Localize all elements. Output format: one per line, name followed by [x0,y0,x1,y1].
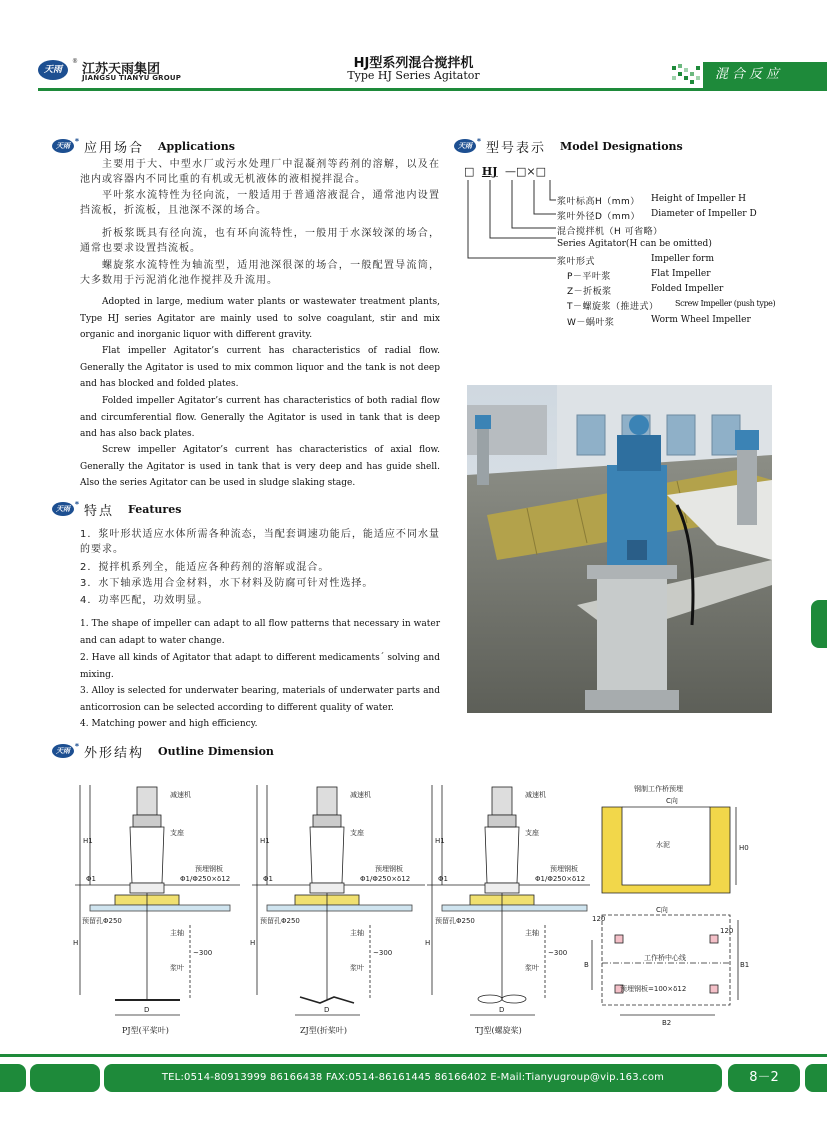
features-cn-item-1: 1．浆叶形状适应水体所需各种流态，当配套调速功能后，能适应不同水量的要求。 [80,529,440,555]
label-h1-1: H1 [83,837,93,845]
plan-b2: B2 [662,1019,672,1027]
agitator-drawing-zj [252,785,425,1015]
plan-h0: H0 [739,844,749,852]
applications-en-para-2: Flat impeller Agitator’s current has characteristics of radial flow. Generally the Agitator is used to mix common liquor and the tank is not deep and has blocked and folded plates. [80,346,440,389]
plan-drawing-top [602,807,736,893]
model-row-1-en: Height of Impeller H [651,194,746,204]
outline-drawings [70,775,760,1045]
applications-en-para-4: Screw impeller Agitator’s current has characteristics of axial flow. Generally the Agitator is used in tank that is very deep and has guide shell. Also the series Agitator can be used in sludge slaking stage. [80,445,440,488]
label-plate-spec-1: Φ1/Φ250×δ12 [180,875,231,883]
model-row-5-en: Impeller form [651,254,715,264]
plan-b1: B1 [740,961,750,969]
model-bracket-lines [462,178,562,263]
plan-note: 预埋钢板=100×δ12 [620,985,687,993]
model-row-9-en: Worm Wheel Impeller [651,315,751,325]
outline-heading [52,742,274,760]
label-embedded-plate-3: 预埋钢板 [550,865,578,873]
model-row-1-cn: 浆叶标高H（mm） [557,197,640,207]
label-hole-2: 预留孔Φ250 [260,917,300,925]
section-logo-icon: 天雨 * [52,139,74,153]
features-en-item-4: 4. Matching power and high efficiency. [80,719,258,729]
label-shaft-2: 主轴 [350,929,364,937]
side-tab-marker [811,600,827,648]
page-number: 8－2 [728,1064,800,1092]
label-hole-3: 预留孔Φ250 [435,917,475,925]
label-impeller-2: 浆叶 [350,964,364,972]
features-cn-item-3: 3．水下轴承选用合金材料，水下材料及防腐可针对性选择。 [80,578,374,589]
label-phi1-3: Φ1 [438,875,448,883]
header-divider [38,88,827,91]
label-h-3: H [425,939,431,947]
plan-drawing-bottom [592,915,738,1015]
company-name-cn: 江苏天雨集团 [82,62,161,77]
label-support-1: 支座 [170,829,184,837]
model-row-2-en: Diameter of Impeller D [651,209,757,219]
logo-badge: 天雨 [38,60,68,80]
features-heading-en: Features [128,502,182,516]
caption-pj: PJ型(平桨叶) [122,1026,169,1035]
model-code-hj: HJ [481,165,498,178]
model-row-2-cn: 浆叶外径D（mm） [557,212,640,222]
model-row-8-en: Screw Impeller (push type) [675,299,776,308]
model-code-prefix: □ [464,165,475,178]
plan-c-dir: C向 [666,797,678,805]
model-row-7-en: Folded Impeller [651,284,724,294]
label-300-1: ~300 [193,949,213,957]
applications-cn-para-2: 平叶浆水流特性为径向流，一般适用于普通溶液混合，通常池内设置挡流板，折流板，且池深不深的场合。 [80,190,440,216]
label-d-1: D [144,1006,150,1014]
model-row-9-cn: W－蜗叶浆 [567,318,615,328]
label-d-3: D [499,1006,505,1014]
model-heading-en: Model Designations [560,139,683,153]
label-hole-1: 预留孔Φ250 [82,917,122,925]
label-support-3: 支座 [525,829,539,837]
section-logo-icon: 天雨 * [52,502,74,516]
label-embedded-plate-2: 预埋钢板 [375,865,403,873]
features-en-item-3: 3. Alloy is selected for underwater bearing, materials of underwater parts and anticorrosion can be selected according to different quality of water. [80,686,440,713]
label-embedded-plate-1: 预埋钢板 [195,865,223,873]
trademark-mark: ® [72,58,78,65]
company-name-en: JIANGSU TIANYU GROUP [82,74,182,82]
section-tab: 混合反应 [703,62,827,88]
caption-tj: TJ型(螺旋桨) [475,1026,522,1035]
applications-cn-para-1: 主要用于大、中型水厂或污水处理厂中混凝剂等药剂的溶解，以及在池内或容器内不同比重的有机或无机液体的液相搅拌混合。 [80,159,440,185]
plan-c-dir-2: C向 [656,906,668,914]
label-d-2: D [324,1006,330,1014]
label-plate-spec-3: Φ1/Φ250×δ12 [535,875,586,883]
plan-top-label: 钢制工作桥预埋 [634,785,683,793]
section-logo-icon: 天雨 * [52,744,74,758]
footer-decor-block [30,1064,100,1092]
section-logo-icon: 天雨 * [454,139,476,153]
label-reducer-2: 减速机 [350,791,371,799]
label-h-1: H [73,939,79,947]
label-impeller-1: 浆叶 [170,964,184,972]
footer-contact: TEL:0514-80913999 86166438 FAX:0514-86161445 86166402 E-Mail:Tianyugroup@vip.163.com [104,1064,722,1092]
model-row-7-cn: Z－折板浆 [567,287,612,297]
features-cn-item-2: 2．搅拌机系列全，能适应各种药剂的溶解或混合。 [80,562,330,573]
model-row-6-en: Flat Impeller [651,269,711,279]
label-phi1-2: Φ1 [263,875,273,883]
product-photo [467,385,772,713]
agitator-drawing-pj [75,785,240,1015]
label-phi1-1: Φ1 [86,875,96,883]
label-reducer-3: 减速机 [525,791,546,799]
plan-concrete: 水泥 [656,841,670,849]
features-heading-cn: 特点 [84,503,115,519]
page-title-cn: HJ型系列混合搅拌机 [353,56,474,71]
decorative-dots [668,62,702,88]
model-row-4-en: Series Agitator(H can be omitted) [557,239,712,249]
agitator-drawing-tj [427,785,590,1015]
model-row-8-cn: T－螺旋浆（推进式） [567,302,659,312]
plan-dim-120b: 120 [720,927,734,935]
label-reducer-1: 减速机 [170,791,191,799]
caption-zj: ZJ型(折桨叶) [300,1026,348,1035]
applications-heading-cn: 应用场合 [84,140,145,156]
label-plate-spec-2: Φ1/Φ250×δ12 [360,875,411,883]
plan-b: B [584,961,589,969]
applications-heading [52,137,235,155]
label-support-2: 支座 [350,829,364,837]
model-row-3-cn: 混合搅拌机（H 可省略） [557,227,663,237]
label-impeller-3: 浆叶 [525,964,539,972]
applications-cn-para-4: 螺旋浆水流特性为轴流型，适用池深很深的场合，一般配置导流筒，大多数用于污泥消化池作搅拌及升流用。 [80,260,440,286]
label-300-3: ~300 [548,949,568,957]
model-heading-cn: 型号表示 [486,140,547,156]
label-h-2: H [250,939,256,947]
footer-divider [0,1054,827,1057]
label-shaft-3: 主轴 [525,929,539,937]
footer-decor-right [805,1064,827,1092]
features-heading [52,500,181,518]
model-code-rest: —□×□ [505,165,547,178]
features-cn-item-4: 4．功率匹配，功效明显。 [80,595,209,606]
model-code [464,165,546,178]
footer-decor-left [0,1064,26,1092]
applications-heading-en: Applications [158,139,235,153]
plan-bridge-center: 工作桥中心线 [644,954,686,962]
label-shaft-1: 主轴 [170,929,184,937]
label-300-2: ~300 [373,949,393,957]
model-heading [454,137,683,155]
model-row-6-cn: P－平叶浆 [567,272,611,282]
page-title-en: Type HJ Series Agitator [347,69,480,82]
outline-heading-en: Outline Dimension [158,744,274,758]
features-en-item-2: 2. Have all kinds of Agitator that adapt to different medicaments´ solving and mixing. [80,653,440,680]
applications-en-para-3: Folded impeller Agitator’s current has characteristics of both radial flow and circumferential flow. Generally the Agitator is used in tank that is deep and has also back plates. [80,396,440,439]
applications-en-para-1: Adopted in large, medium water plants or wastewater treatment plants, Type HJ series Agitator are mainly used to solve coagulant, stir and mix organic and inorganic liquor with different gravity. [80,297,440,340]
plan-dim-120a: 120 [592,915,606,923]
label-h1-2: H1 [260,837,270,845]
features-en-item-1: 1. The shape of impeller can adapt to all flow patterns that necessary in water and can adapt to water change. [80,619,440,646]
label-h1-3: H1 [435,837,445,845]
model-row-5-cn: 浆叶形式 [557,257,596,267]
applications-cn-para-3: 折板浆既具有径向流，也有环向流特性，一般用于水深较深的场合，通常也要求设置挡流板。 [80,228,440,254]
outline-heading-cn: 外形结构 [84,745,145,761]
